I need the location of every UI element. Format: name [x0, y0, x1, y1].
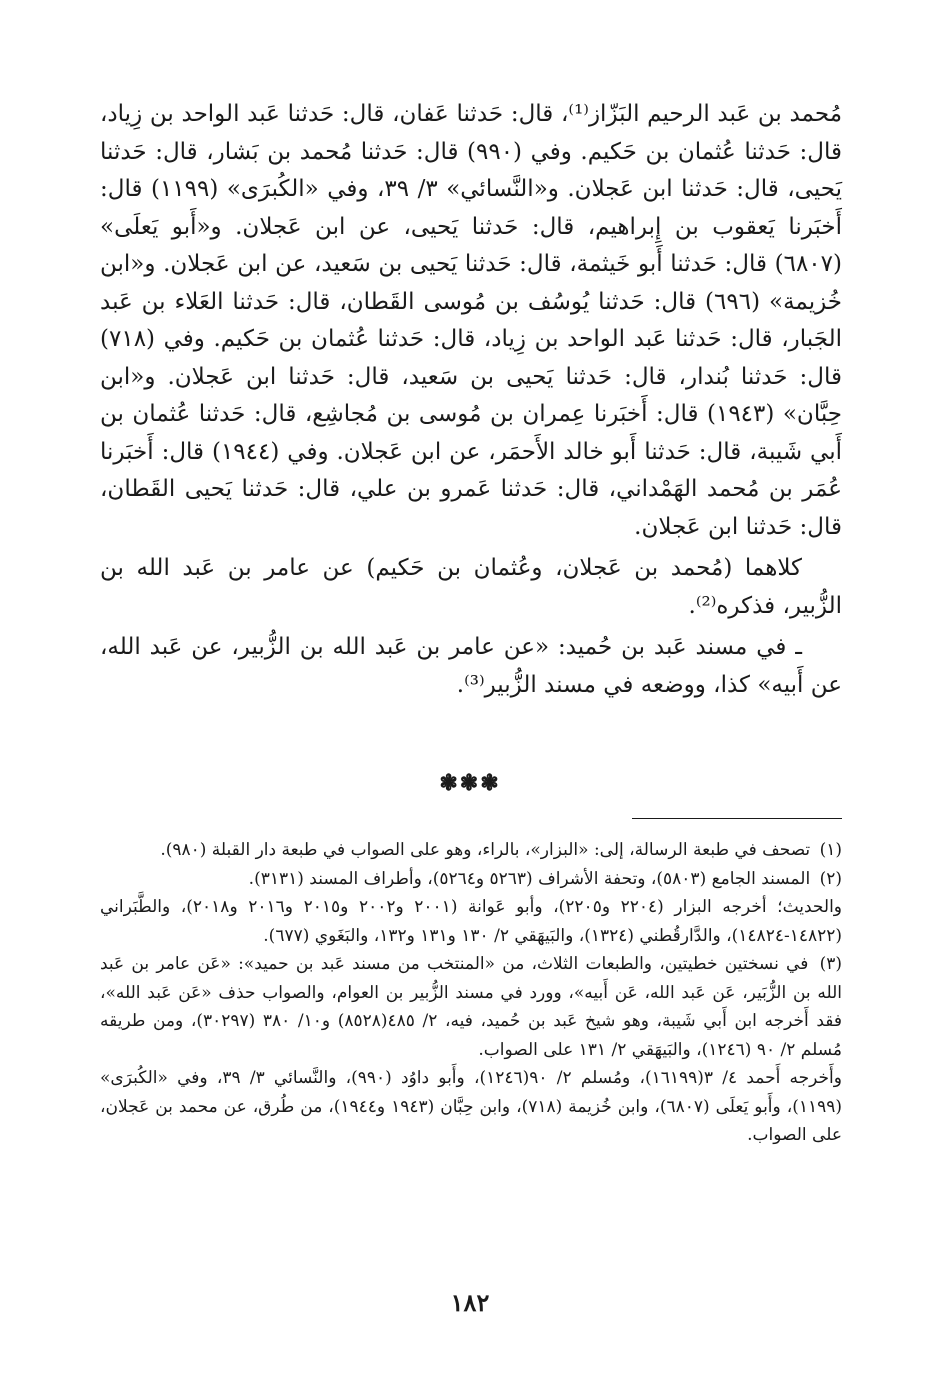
footnote-2-line-1: المسند الجامع (٥٨٠٣)، وتحفة الأشراف (٥٢٦٣ و٥٢٦٤)، وأطراف المسند (٣١٣١).	[248, 868, 811, 889]
footnote-2-line-2: والحديث؛ أخرجه البزار (٢٢٠٤ و٢٢٠٥)، وأبو عَوانة (٢٠٠١ و٢٠٠٢ و٢٠١٥ و٢٠١٦ و٢٠١٨)، والطَّبَراني (١٤٨٢٢-١٤٨٢٤)، والدَّارقُطني (١٣٢٤)، والبَيهَقي ٢/ ١٣٠ و١٣١ و١٣٢، والبَغَوي (٦٧٧).	[100, 897, 842, 946]
footnotes	[100, 836, 842, 1150]
paragraph-hadith-chain: مُحمد بن عَبد الرحيم البَزّاز⁽¹⁾، قال: حَدثنا عَفان، قال: حَدثنا عَبد الواحد بن زِياد، قال: حَدثنا عُثمان بن حَكيم. وفي (٩٩٠) قال: حَدثنا مُحمد بن بَشار، قال: حَدثنا يَحيى، قال: حَدثنا ابن عَجلان. و«النَّسائي» ٣/ ٣٩، وفي «الكُبرَى» (١١٩٩) قال: أَخبَرنا يَعقوب بن إِبراهيم، قال: حَدثنا يَحيى، عن ابن عَجلان. و«أَبو يَعلَى» (٦٨٠٧) قال: حَدثنا أَبو خَيثمة، قال: حَدثنا يَحيى بن سَعيد، عن ابن عَجلان. و«ابن خُزيمة» (٦٩٦) قال: حَدثنا يُوسُف بن مُوسى القَطان، قال: حَدثنا العَلاء بن عَبد الجَبار، قال: حَدثنا عَبد الواحد بن زِياد، قال: حَدثنا عُثمان بن حَكيم. وفي (٧١٨) قال: حَدثنا بُندار، قال: حَدثنا يَحيى بن سَعيد، قال: حَدثنا ابن عَجلان. و«ابن حِبَّان» (١٩٤٣) قال: أَخبَرنا عِمران بن مُوسى بن مُجاشِع، قال: حَدثنا عُثمان بن أَبي شَيبة، قال: حَدثنا أَبو خالد الأَحمَر، عن ابن عَجلان. وفي (١٩٤٤) قال: أَخبَرنا عُمَر بن مُحمد الهَمْداني، قال: حَدثنا عَمرو بن علي، قال: حَدثنا يَحيى القَطان، قال: حَدثنا ابن عَجلان.	[100, 101, 843, 540]
footnote-1	[100, 836, 842, 865]
footnote-3	[100, 950, 842, 1150]
footnote-1-number: (١)	[819, 840, 842, 860]
page-number: ١٨٢	[450, 1288, 490, 1317]
footnote-3-number: (٣)	[819, 954, 842, 974]
footnote-3-line-1: في نسختين خطيتين، والطبعات الثلاث، من «المنتخب من مسند عَبد بن حميد»: «عَن عامر بن عَبد الله بن الزُّبَير، عَن عَبد الله، عَن أَبيه»، وورد في مسند الزُّبير بن العوام، والصواب حذف «عَن عَبد الله»، فقد أَخرجه ابن أَبي شَيبة، وهو شيخ عَبد بن حُميد، فيه، ٢/ ٤٨٥(٨٥٢٨) و١٠/ ٣٨٠ (٣٠٢٩٧)، ومن طريقه مُسلم ٢/ ٩٠ (١٢٤٦)، والبَيهَقي ٢/ ١٣١ على الصواب.	[100, 954, 842, 1060]
footnote-2	[100, 865, 842, 951]
paragraph-musnad-abd: ـ في مسند عَبد بن حُميد: «عن عامر بن عَبد الله بن الزُّبير، عن عَبد الله، عن أَبيه» كذا، ووضعه في مسند الزُّبير⁽³⁾.	[100, 634, 842, 698]
main-text	[100, 96, 842, 704]
footnote-3-line-2: وأَخرجه أَحمد ٤/ ٣(١٦١٩٩)، ومُسلم ٢/ ٩٠(١٢٤٦)، وأَبو داوُد (٩٩٠)، والنَّسائي ٣/ ٣٩، وفي «الكُبرَى» (١١٩٩)، وأَبو يَعلَى (٦٨٠٧)، وابن خُزيمة (٧١٨)، وابن حِبَّان (١٩٤٣ و١٩٤٤)، من طُرق، عن محمد بن عَجلان، على الصواب.	[100, 1068, 842, 1145]
paragraph-both-narrators: كلاهما (مُحمد بن عَجلان، وعُثمان بن حَكيم) عن عامر بن عَبد الله بن الزُّبير، فذكره⁽²⁾.	[100, 555, 842, 619]
footnote-1-text: تصحف في طبعة الرسالة، إلى: «البزار»، بالراء، وهو على الصواب في طبعة دار القبلة (٩٨٠).	[160, 840, 811, 860]
footnote-2-number: (٢)	[819, 868, 842, 889]
footnote-rule	[632, 818, 842, 819]
section-separator: ❃❃❃	[439, 770, 501, 796]
